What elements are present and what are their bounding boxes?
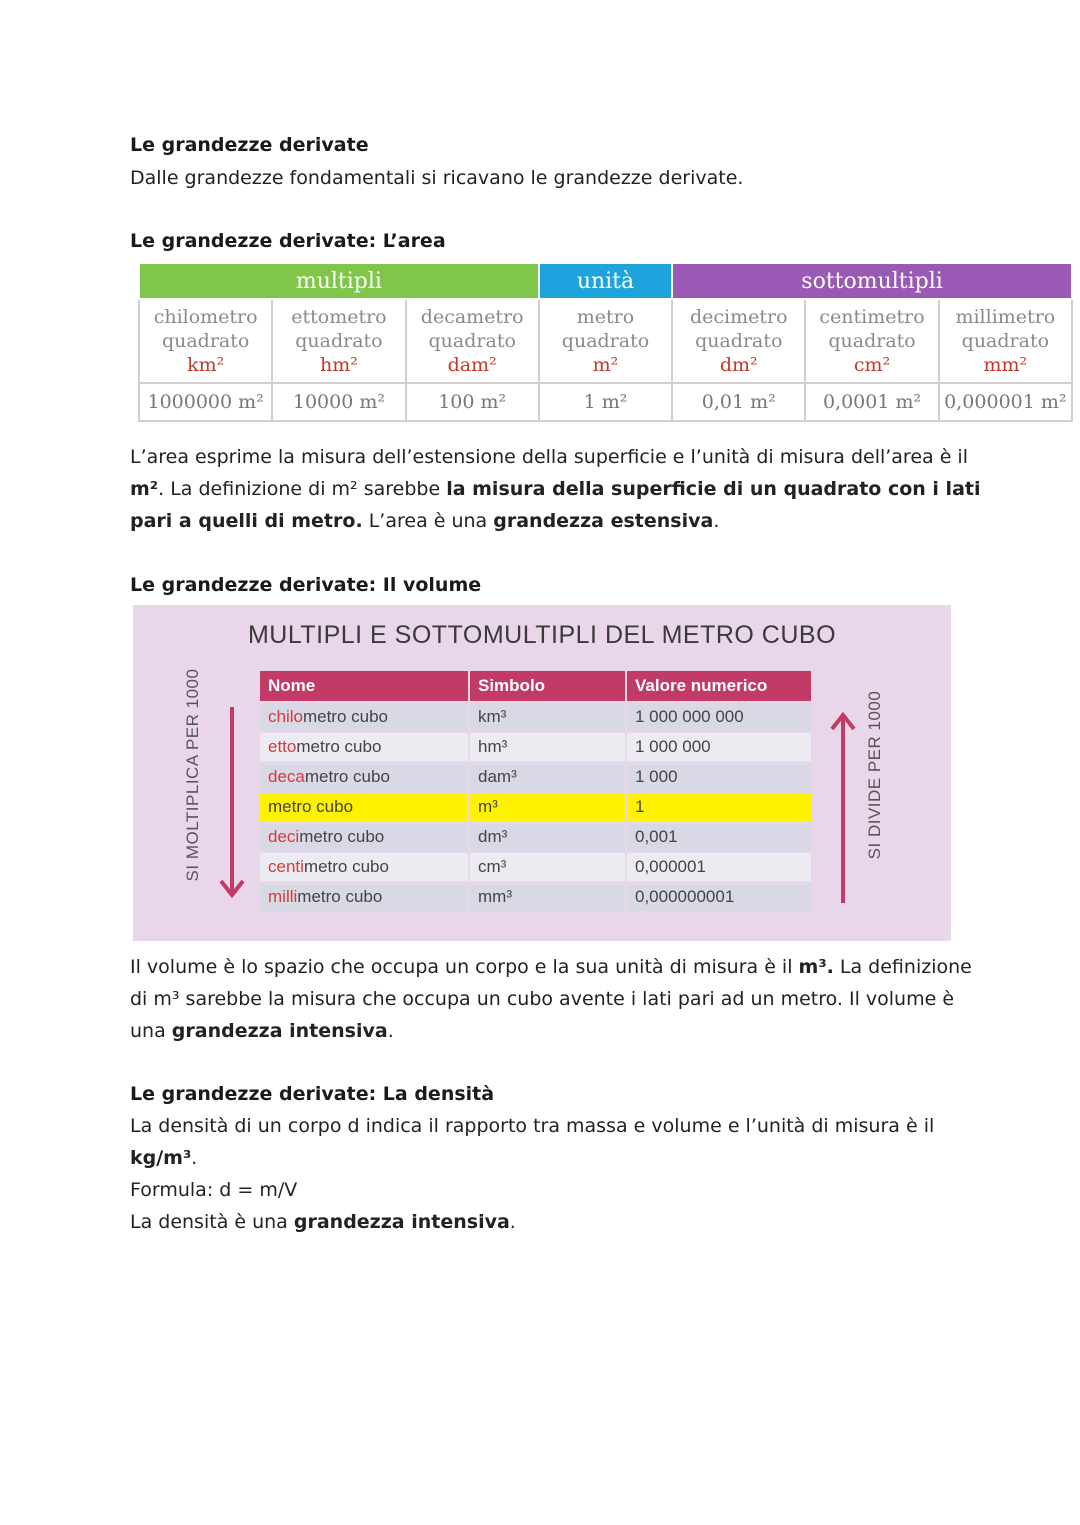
- volume-title: Le grandezze derivate: Il volume: [130, 574, 482, 596]
- area-paragraph-line2: m². La definizione di m² sarebbe la misura della superficie di un quadrato con i lati: [130, 478, 981, 500]
- col-header-valore: Valore numerico: [626, 670, 812, 702]
- arrow-up-icon: [830, 709, 856, 905]
- area-unit-cell: decimetro quadrato dm²: [672, 299, 805, 383]
- volume-panel-title: MULTIPLI E SOTTOMULTIPLI DEL METRO CUBO: [247, 621, 837, 649]
- volume-paragraph-line1: Il volume è lo spazio che occupa un corpo e la sua unità di misura è il m³. La definizione: [130, 956, 972, 978]
- density-title: Le grandezze derivate: La densità: [130, 1083, 495, 1105]
- area-units-table: [138, 262, 1073, 422]
- volume-units-panel: [133, 605, 951, 941]
- area-unit-cell: metro quadrato m²: [539, 299, 672, 383]
- section-title-derived: Le grandezze derivate: [130, 134, 369, 156]
- area-value-cell: 0,01 m²: [672, 383, 805, 421]
- table-row: millimetro cubo mm³ 0,000000001: [259, 882, 812, 912]
- area-title: Le grandezze derivate: L’area: [130, 230, 446, 252]
- divide-label: SI DIVIDE PER 1000: [865, 690, 884, 860]
- table-row-highlighted: metro cubo m³ 1: [259, 792, 812, 822]
- unit-symbol: dam²: [447, 354, 497, 376]
- table-row: centimetro cubo cm³ 0,000001: [259, 852, 812, 882]
- area-unit-cell: centimetro quadrato cm²: [805, 299, 938, 383]
- table-row: chilometro cubo km³ 1 000 000 000: [259, 702, 812, 732]
- multiply-label: SI MOLTIPLICA PER 1000: [183, 668, 202, 882]
- area-value-cell: 1 m²: [539, 383, 672, 421]
- arrow-down-icon: [219, 705, 245, 901]
- area-value-cell: 10000 m²: [272, 383, 405, 421]
- table-row: ettometro cubo hm³ 1 000 000: [259, 732, 812, 762]
- density-paragraph-line4: La densità è una grandezza intensiva.: [130, 1211, 516, 1233]
- col-header-simbolo: Simbolo: [469, 670, 626, 702]
- area-value-cell: 100 m²: [406, 383, 539, 421]
- col-header-nome: Nome: [259, 670, 469, 702]
- volume-units-table: [258, 669, 813, 913]
- area-unit-cell: decametro quadrato dam²: [406, 299, 539, 383]
- group-sottomultipli: sottomultipli: [672, 263, 1072, 299]
- density-paragraph-line2: kg/m³.: [130, 1147, 198, 1169]
- unit-symbol: mm²: [983, 354, 1028, 376]
- area-value-cell: 0,0001 m²: [805, 383, 938, 421]
- group-multipli: multipli: [139, 263, 539, 299]
- table-row: decametro cubo dam³ 1 000: [259, 762, 812, 792]
- area-value-cell: 1000000 m²: [139, 383, 272, 421]
- unit-symbol: hm²: [319, 354, 358, 376]
- density-formula: Formula: d = m/V: [130, 1179, 298, 1201]
- area-unit-cell: millimetro quadrato mm²: [939, 299, 1072, 383]
- volume-paragraph-line2: di m³ sarebbe la misura che occupa un cubo avente i lati pari ad un metro. Il volume è: [130, 988, 955, 1010]
- area-unit-cell: chilometro quadrato km²: [139, 299, 272, 383]
- unit-symbol: cm²: [853, 354, 891, 376]
- group-unita: unità: [539, 263, 672, 299]
- area-value-cell: 0,000001 m²: [939, 383, 1072, 421]
- intro-text: Dalle grandezze fondamentali si ricavano le grandezze derivate.: [130, 167, 744, 189]
- table-row: decimetro cubo dm³ 0,001: [259, 822, 812, 852]
- unit-symbol: dm²: [719, 354, 758, 376]
- volume-paragraph-line3: una grandezza intensiva.: [130, 1020, 394, 1042]
- area-unit-cell: ettometro quadrato hm²: [272, 299, 405, 383]
- area-paragraph-line3: pari a quelli di metro. L’area è una grandezza estensiva.: [130, 510, 720, 532]
- area-paragraph-line1: L’area esprime la misura dell’estensione della superficie e l’unità di misura dell’area è il: [130, 446, 968, 468]
- density-paragraph-line1: La densità di un corpo d indica il rapporto tra massa e volume e l’unità di misura è il: [130, 1115, 935, 1137]
- unit-symbol: m²: [592, 354, 619, 376]
- unit-symbol: km²: [187, 354, 225, 376]
